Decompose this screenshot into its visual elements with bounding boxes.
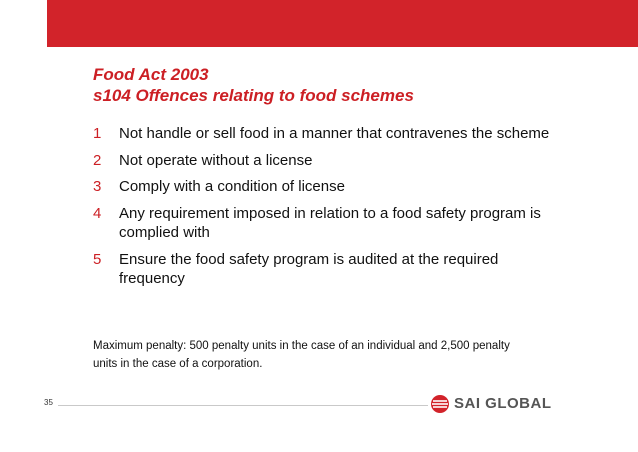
header-band <box>47 0 638 47</box>
sai-global-logo <box>430 393 552 415</box>
penalty-note: Maximum penalty: 500 penalty units in the case of an individual and 2,500 penalty units in the case of a corporation. <box>93 340 510 370</box>
item-number: 2 <box>93 151 102 169</box>
logo-text: SAI GLOBAL <box>454 395 552 412</box>
title-line-1: Food Act 2003 <box>93 65 209 84</box>
list-item <box>93 124 553 144</box>
item-number: 4 <box>93 204 102 222</box>
item-number: 5 <box>93 250 102 268</box>
item-text: Comply with a condition of license <box>119 178 345 195</box>
title-line-2: s104 Offences relating to food schemes <box>93 86 414 105</box>
globe-icon <box>430 394 450 414</box>
list-item <box>93 250 553 289</box>
item-number: 3 <box>93 178 102 195</box>
item-text: Not operate without a license <box>119 151 313 169</box>
slide-title <box>93 64 414 106</box>
item-text: Any requirement imposed in relation to a food safety program is complied with <box>119 204 541 241</box>
offence-list <box>93 124 553 296</box>
item-text: Not handle or sell food in a manner that contravenes the scheme <box>119 125 550 142</box>
item-text: Ensure the food safety program is audited at the required frequency <box>119 250 499 287</box>
list-item <box>93 204 553 243</box>
list-item <box>93 151 553 171</box>
list-item <box>93 177 553 197</box>
page-number: 35 <box>44 398 53 407</box>
footer-divider <box>58 405 428 406</box>
item-number: 1 <box>93 125 102 142</box>
